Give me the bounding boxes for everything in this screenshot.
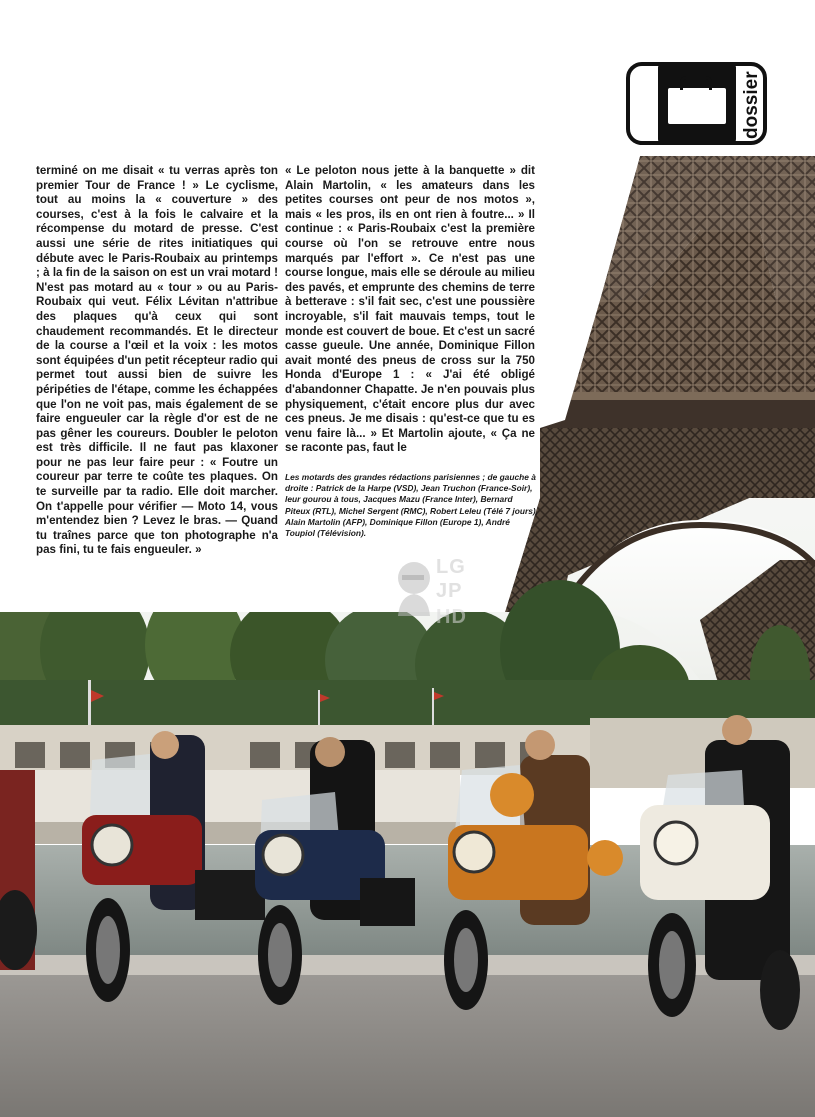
dossier-badge [626,62,767,145]
briefcase-window [666,86,728,126]
watermark-line-3: HD [436,606,467,628]
dossier-label: dossier [741,71,762,139]
briefcase-icon [658,62,736,145]
watermark-logo [392,556,474,636]
article-column-left: terminé on me disait « tu verras après ton premier Tour de France ! » Le cyclisme, tout au moins la « couverture » des courses, c'est à la fois le calvaire et la récompense du motard de presse. C'est aussi une série de rites initiatiques qui débute avec le Paris-Roubaix au printemps ; à la fin de la saison on est un vrai motard ! N'est pas motard au « tour » ou au Paris-Roubaix qui veut. Félix Lévitan n'attribue des plaques qu'à ceux qui sont chaudement recommandés. Et le directeur de la course a l'œil et la voix : les motos sont équipées d'un petit récepteur radio qui permet tout aussi bien de suivre les péripéties de l'étape, comme les échappées que l'on ne voit pas, mais également de se faire engueuler car la règle d'or est de ne pas gêner les coureurs. Doubler le peloton est très difficile. Il ne faut pas klaxoner pour ne pas leur faire peur : « Foutre un coureur par terre te coûte tes plaques. On te surveille par ta radio. Elle doit marcher. On t'appelle pour vérifier — Moto 14, vous m'entendez bien ? Levez le bras. — Quand tu traînes parce que ton photographe n'a pas fini, tu te fais engueuler. » [36,164,278,557]
photo-caption: Les motards des grandes rédactions parisiennes ; de gauche à droite : Patrick de la Harpe (VSD), Jean Truchon (France-Soir), leur gourou à tous, Jacques Mazu (France Inter), Bernard Piteux (RTL), Michel Sergent (RMC), Robert Leleu (Télé 7 jours), Alain Martolin (AFP), Dominique Fillon (Europe 1), André Toupiol (Télévision). [285,472,538,539]
briefcase-handle [680,76,712,90]
profile-silhouette-icon [392,558,432,618]
watermark-line-2: JP [436,580,463,602]
article-column-right: « Le peloton nous jette à la banquette » dit Alain Martolin, « les amateurs dans les petites courses ont peur de nos motos », mais « les pros, ils en ont rien à foutre... » Il continue : « Paris-Roubaix c'est la première course où l'on se retrouve entre nous marqués par l'effort ». Ce n'est pas une course longue, mais elle se déroule au milieu des pavés, et emprunte des chemins de terre à betterave : s'il fait sec, c'est une poussière incroyable, s'il fait mauvais temps, tout le monde est couvert de boue. Et c'est un sacré casse gueule. Une année, Dominique Fillon avait monté des pneus de cross sur la 750 Honda d'Europe 1 : « J'ai été obligé d'abandonner Chapatte. Je n'en pouvais plus physiquement, c'était encore plus dur avec ces pneus. Je me disais : qu'est-ce que tu es venu faire là... » Et Martolin ajoute, « Ça ne se raconte pas, faut le [285,164,535,455]
watermark-line-1: LG [436,556,466,578]
